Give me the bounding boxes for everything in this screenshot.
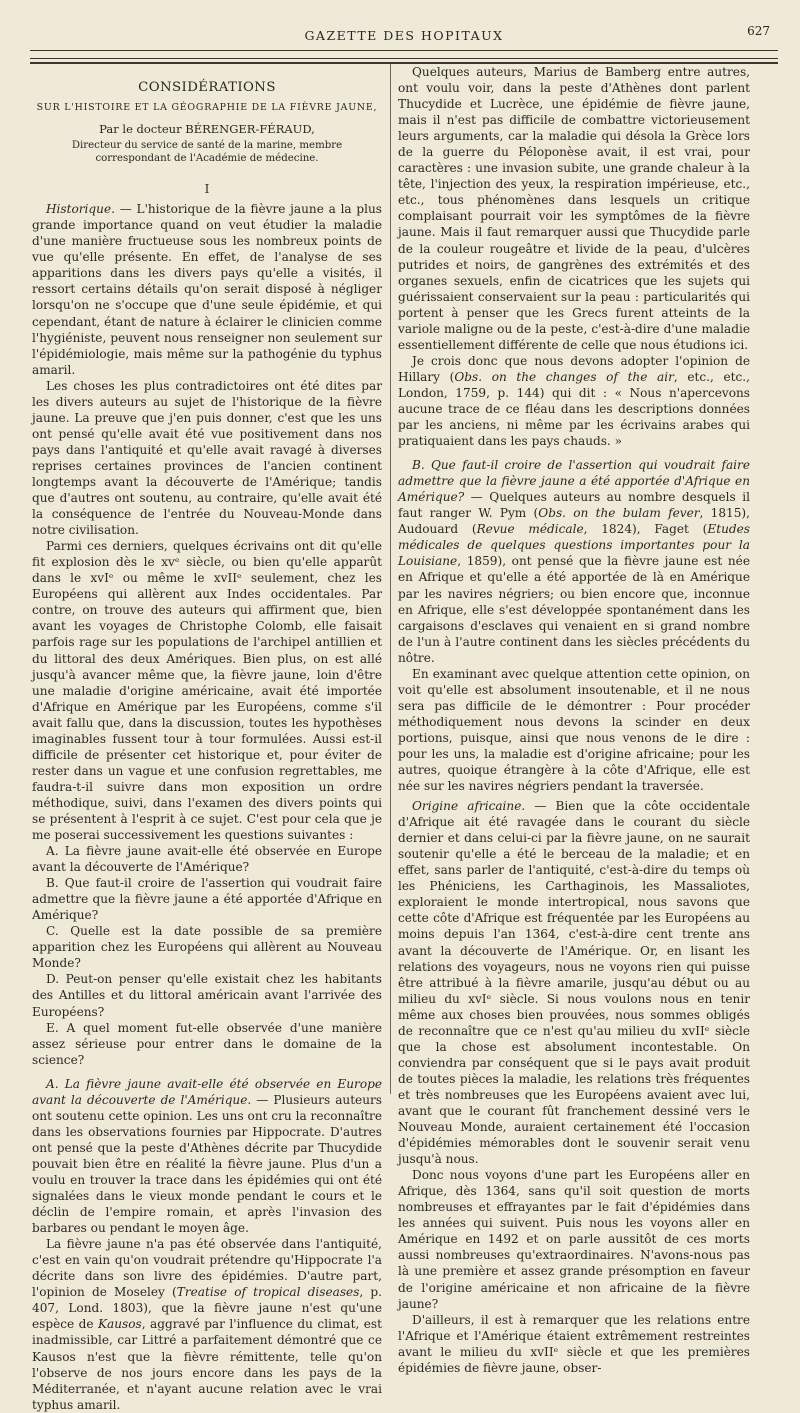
paragraph: A. La fièvre jaune avait-elle été observée en Europe avant la découverte de l'Amérique. — Plusieurs auteurs ont soutenu cette opinion. Les uns ont cru la reconnaître dans les observations fournies par Hippocrate. D'autres ont pensé que la peste d'Athènes décrite par Thucydide pouvait bien être en réalité la fièvre jaune. Plus d'un a voulu en trouver la trace dans les épidémies qui ont été signalées dans le vieux monde pendant le cours et le déclin de l'empire romain, et après l'invasion des barbares ou pendant le moyen âge. — [32, 1076, 382, 1236]
paragraph: Donc nous voyons d'une part les Européens aller en Afrique, dès 1364, sans qu'il soit question de morts nombreuses et effrayantes par le fait d'épidémies dans les années qui suivent. Puis nous les voyons aller en Amérique en 1492 et on parle aussitôt de ces morts aussi nombreuses qu'extraordinaires. N'avons-nous pas là une première et assez grande présomption en faveur de l'origine américaine et non africaine de la fièvre jaune? — [398, 1168, 750, 1311]
question-b: B. Que faut-il croire de l'assertion qui voudrait faire admettre que la fièvre jaune a été apportée d'Afrique en Amérique? — [32, 876, 382, 923]
paragraph-label: A. La fièvre jaune avait-elle été observée en Europe avant la découverte de l'Amérique. — [32, 1076, 382, 1107]
paragraph: D'ailleurs, il est à remarquer que les relations entre l'Afrique et l'Amérique étaient extrêmement restreintes avant le milieu du xvIIᵉ siècle et que les premières épidémies de fièvre jaune, obser- — [398, 1312, 750, 1375]
article-title: CONSIDÉRATIONS — [138, 80, 276, 95]
paragraph: La fièvre jaune n'a pas été observée dans l'antiquité, c'est en vain qu'on voudrait prétendre qu'Hippocrate l'a décrite dans son livre des épidémies. D'autre part, l'opinion de Moseley (Treatise of tropical diseases, p. 407, Lond. 1803), que la fièvre jaune n'est qu'une espèce de Kausos, aggravé par l'influence du climat, est inadmissible, car Littré a parfaitement démontré que ce Kausos n'est que la fièvre rémittente, telle qu'on l'observe de nos jours encore dans les pays de la Méditerranée, et n'ayant aucune relation avec le vrai typhus amaril. — [32, 1237, 382, 1412]
paragraph-label: Historique. — [46, 202, 115, 217]
paragraph: Les choses les plus contradictoires ont été dites par les divers auteurs au sujet de l'historique de la fièvre jaune. La preuve que j'en puis donner, c'est que les uns ont pensé qu'elle avait été vue positivement dans nos pays dans l'antiquité et qu'elle avait ravagé à diverses reprises certaines provinces de l'ancien continent longtemps avant la découverte de l'Amérique; tandis que d'autres ont soutenu, au contraire, qu'elle avait été la conséquence de l'entrée du Nouveau-Monde dans notre civilisation. — [32, 378, 382, 538]
question-c: C. Quelle est la date possible de sa première apparition chez les Européens qui allèrent au Nouveau Monde? — [32, 924, 382, 971]
paragraph-label: Origine africaine. — [412, 799, 526, 814]
right-column — [398, 64, 750, 1375]
paragraph: Quelques auteurs, Marius de Bamberg entre autres, ont voulu voir, dans la peste d'Athènes dont parlent Thucydide et Lucrèce, une épidémie de fièvre jaune, mais il n'est pas difficile de combattre victorieusement leurs arguments, car la maladie qui désola la Grèce lors de la guerre du Péloponèse avait, il est vrai, pour caractères : une invasion subite, une grande chaleur à la tête, l'injection des yeux, la respiration impérieuse, etc., etc., tous phénomènes dans lesquels un critique complaisant pourrait voir les symptômes de la fièvre jaune. Mais il faut remarquer aussi que Thucydide parle de la couleur rougeâtre et livide de la peau, d'ulcères putrides et noirs, de gangrènes des extrémités et des organes sexuels, enfin de cicatrices que les sujets qui guérissaient conservaient sur la peau : particularités qui portent à penser que les Grecs furent atteints de la variole maligne ou de la peste, c'est-à-dire d'une maladie essentiellement différente de celle que nous étudions ici. — [398, 65, 750, 352]
paragraph: Je crois donc que nous devons adopter l'opinion de Hillary (Obs. on the changes of the air, etc., etc., London, 1759, p. 144) qui dit : « Nous n'apercevons aucune trace de ce fléau dans les descriptions données par les anciens, ni même par les écrivains arabes qui pratiquaient dans les pays chauds. » — [398, 353, 750, 449]
article-subtitle: SUR L'HISTOIRE ET LA GÉOGRAPHIE DE LA FIÈVRE JAUNE, — [36, 102, 378, 114]
page-number: 627 — [747, 24, 770, 38]
header-rule — [30, 58, 778, 59]
section-number: I — [204, 182, 210, 197]
paragraph: En examinant avec quelque attention cette opinion, on voit qu'elle est absolument insoutenable, et il ne nous sera pas difficile de le démontrer : Pour procéder méthodiquement nous devons la scinder en deux portions, puisque, ainsi que nous venons de le dire : pour les uns, la maladie est d'origine africaine; pour les autres, quoique étrangère à la côte d'Afrique, elle est née sur les navires négriers pendant la traversée. — [398, 666, 750, 794]
column-divider — [390, 64, 391, 1094]
header-rule — [30, 50, 778, 51]
journal-title: GAZETTE DES HOPITAUX — [304, 28, 504, 43]
page-header — [30, 24, 778, 46]
paragraph: Parmi ces derniers, quelques écrivains ont dit qu'elle fit explosion dès le xvᵉ siècle, ou bien qu'elle apparût dans le xvIᵉ ou même le xvIIᵉ seulement, chez les Européens qui allèrent aux Indes occidentales. Par contre, on trouve des auteurs qui affirment que, bien avant les voyages de Christophe Colomb, elle faisait parfois rage sur les populations de l'archipel antillien et du littoral des deux Amériques. Bien plus, on est allé jusqu'à avancer même que, la fièvre jaune, loin d'être une maladie d'origine américaine, avait été importée d'Afrique en Amérique par les Européens, comme s'il avait fallu que, dans la discussion, toutes les hypothèses imaginables fussent tour à tour formulées. Aussi est-il difficile de présenter cet historique et, pour éviter de rester dans un vague et une confusion regrettables, me faudra-t-il suivre dans mon exposition un ordre méthodique, suivi, dans l'examen des divers points qui se présentent à l'esprit à ce sujet. C'est pour cela que je me poserai successivement les questions suivantes : — [32, 539, 382, 843]
question-a: A. La fièvre jaune avait-elle été observée en Europe avant la découverte de l'Amérique? — [32, 844, 382, 875]
question-d: D. Peut-on penser qu'elle existait chez les habitants des Antilles et du littoral américain avant l'arrivée des Européens? — [32, 972, 382, 1019]
article-author: Par le docteur BÉRENGER-FÉRAUD, — [99, 122, 315, 137]
left-column — [32, 64, 382, 1412]
paragraph: Origine africaine. — Bien que la côte occidentale d'Afrique ait été ravagée dans le courant du siècle dernier et dans celui-ci par la fièvre jaune, on ne saurait soutenir qu'elle a été le berceau de la maladie; et en effet, sans parler de l'antiquité, c'est-à-dire du temps où les Phéniciens, les Carthaginois, les Massaliotes, exploraient le monde intertropical, nous savons que cette côte d'Afrique est fréquentée par les Européens au moins depuis l'an 1364, c'est-à-dire cent trente ans avant la découverte de l'Amérique. Or, en lisant les relations des voyageurs, nous ne voyons rien qui puisse être attribué à la fièvre amarile, jusqu'au début ou au milieu du xvIᵉ siècle. Si nous voulons nous en tenir même aux choses bien prouvées, nous sommes obligés de reconnaître que ce n'est qu'au milieu du xvIIᵉ siècle que la chose est absolument incontestable. On conviendra par conséquent que si le pays avait produit de toutes pièces la maladie, les relations très fréquentes et très nombreuses que les Européens avaient avec lui, avant que le courant fût franchement dessiné vers le Nouveau Monde, auraient certainement été l'occasion d'épidémies mémorables dont le souvenir serait venu jusqu'à nous. — [398, 799, 750, 1167]
paragraph: B. Que faut-il croire de l'assertion qui voudrait faire admettre que la fièvre jaune a été apportée d'Afrique en Amérique? — Quelques auteurs au nombre desquels il faut ranger W. Pym (Obs. on the bulam fever, 1815), Audouard (Revue médicale, 1824), Faget (Etudes médicales de quelques questions importantes pour la Louisiane, 1859), ont pensé que la fièvre jaune est née en Afrique et qu'elle a été apportée de là en Amérique par les navires négriers; ou bien encore que, inconnue en Afrique, elle s'est développée spontanément dans les cargaisons d'esclaves qui venaient en si grand nombre de l'un à l'autre continent dans les siècles précédents du nôtre. — [398, 458, 750, 665]
paragraph-label: B. Que faut-il croire de l'assertion qui voudrait faire admettre que la fièvre jaune a été apportée d'Afrique en Amérique? — [398, 458, 750, 505]
paragraph: Historique. — L'historique de la fièvre jaune a la plus grande importance quand on veut étudier la maladie d'une manière fructueuse sous les nombreux points de vue qu'elle présente. En effet, de l'analyse de ses apparitions dans les divers pays qu'elle a visités, il ressort certains détails qu'on serait disposé à négliger lorsqu'on ne s'occupe que d'une seule épidémie, et qui cependant, étant de nature à éclairer le clinicien comme l'hygiéniste, peuvent nous renseigner non seulement sur l'épidémiologie, mais même sur la pathogénie du typhus amaril. — [32, 202, 382, 377]
author-affiliation: Directeur du service de santé de la marine, membre correspondant de l'Académie de médecine. — [71, 140, 343, 164]
question-e: E. A quel moment fut-elle observée d'une manière assez sérieuse pour entrer dans le domaine de la science? — [32, 1020, 382, 1067]
